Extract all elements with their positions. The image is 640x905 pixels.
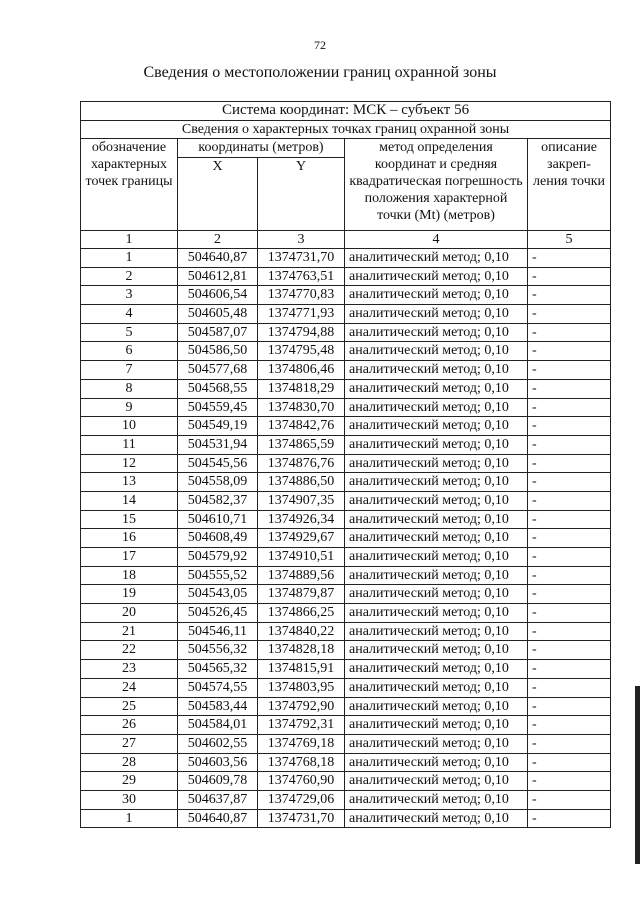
table-row: [81, 379, 611, 398]
table-row: [81, 491, 611, 510]
point-cell: 20: [81, 604, 178, 623]
description-cell: -: [528, 790, 611, 809]
y-cell: 1374763,51: [258, 267, 345, 286]
page-number: 72: [314, 38, 326, 52]
point-cell: 10: [81, 417, 178, 436]
y-cell: 1374771,93: [258, 305, 345, 324]
method-cell: аналитический метод; 0,10: [345, 342, 528, 361]
table-row: [81, 249, 611, 268]
point-cell: 12: [81, 454, 178, 473]
header-method: метод определения координат и средняя квадратическая погрешность положения характерной точки (Mt) (метров): [345, 139, 528, 231]
point-cell: 8: [81, 379, 178, 398]
section-title-cell: Сведения о характерных точках границ охранной зоны: [81, 121, 611, 139]
table-row: [81, 585, 611, 604]
y-cell: 1374803,95: [258, 678, 345, 697]
x-cell: 504603,56: [178, 753, 258, 772]
description-cell: -: [528, 697, 611, 716]
description-cell: -: [528, 379, 611, 398]
point-cell: 14: [81, 491, 178, 510]
method-cell: аналитический метод; 0,10: [345, 491, 528, 510]
method-cell: аналитический метод; 0,10: [345, 398, 528, 417]
y-cell: 1374806,46: [258, 361, 345, 380]
y-cell: 1374929,67: [258, 529, 345, 548]
point-cell: 25: [81, 697, 178, 716]
x-cell: 504587,07: [178, 323, 258, 342]
method-cell: аналитический метод; 0,10: [345, 548, 528, 567]
description-cell: -: [528, 753, 611, 772]
x-cell: 504610,71: [178, 510, 258, 529]
point-cell: 17: [81, 548, 178, 567]
header-coordinates: координаты (метров): [178, 139, 345, 158]
y-cell: 1374794,88: [258, 323, 345, 342]
point-cell: 26: [81, 716, 178, 735]
point-cell: 28: [81, 753, 178, 772]
description-cell: -: [528, 622, 611, 641]
point-cell: 9: [81, 398, 178, 417]
y-cell: 1374815,91: [258, 660, 345, 679]
header-y: Y: [258, 158, 345, 231]
x-cell: 504549,19: [178, 417, 258, 436]
x-cell: 504602,55: [178, 734, 258, 753]
y-cell: 1374842,76: [258, 417, 345, 436]
table-row: [81, 716, 611, 735]
point-cell: 13: [81, 473, 178, 492]
point-cell: 18: [81, 566, 178, 585]
header-description: описание закреп-ления точки: [528, 139, 611, 231]
method-cell: аналитический метод; 0,10: [345, 249, 528, 268]
x-cell: 504531,94: [178, 435, 258, 454]
point-cell: 5: [81, 323, 178, 342]
x-cell: 504608,49: [178, 529, 258, 548]
y-cell: 1374840,22: [258, 622, 345, 641]
y-cell: 1374907,35: [258, 491, 345, 510]
y-cell: 1374792,31: [258, 716, 345, 735]
x-cell: 504555,52: [178, 566, 258, 585]
column-number: 2: [178, 231, 258, 249]
x-cell: 504565,32: [178, 660, 258, 679]
x-cell: 504568,55: [178, 379, 258, 398]
description-cell: -: [528, 641, 611, 660]
table-row: [81, 809, 611, 828]
x-cell: 504546,11: [178, 622, 258, 641]
table-row: [81, 473, 611, 492]
method-cell: аналитический метод; 0,10: [345, 529, 528, 548]
point-cell: 22: [81, 641, 178, 660]
y-cell: 1374768,18: [258, 753, 345, 772]
method-cell: аналитический метод; 0,10: [345, 361, 528, 380]
x-cell: 504545,56: [178, 454, 258, 473]
table-row: [81, 641, 611, 660]
x-cell: 504583,44: [178, 697, 258, 716]
table-row: [81, 286, 611, 305]
description-cell: -: [528, 473, 611, 492]
coordinate-system-cell: Система координат: МСК – субъект 56: [81, 102, 611, 121]
table-row: [81, 790, 611, 809]
description-cell: -: [528, 772, 611, 791]
x-cell: 504582,37: [178, 491, 258, 510]
y-cell: 1374792,90: [258, 697, 345, 716]
x-cell: 504558,09: [178, 473, 258, 492]
method-cell: аналитический метод; 0,10: [345, 660, 528, 679]
table-row: [81, 678, 611, 697]
description-cell: -: [528, 305, 611, 324]
x-cell: 504605,48: [178, 305, 258, 324]
y-cell: 1374910,51: [258, 548, 345, 567]
header-x: X: [178, 158, 258, 231]
description-cell: -: [528, 249, 611, 268]
method-cell: аналитический метод; 0,10: [345, 454, 528, 473]
y-cell: 1374866,25: [258, 604, 345, 623]
table-row: [81, 772, 611, 791]
section-title-row: [81, 121, 611, 139]
table-row: [81, 622, 611, 641]
description-cell: -: [528, 417, 611, 436]
coordinate-system-row: [81, 102, 611, 121]
table-row: [81, 529, 611, 548]
point-cell: 29: [81, 772, 178, 791]
x-cell: 504584,01: [178, 716, 258, 735]
x-cell: 504543,05: [178, 585, 258, 604]
point-cell: 3: [81, 286, 178, 305]
y-cell: 1374770,83: [258, 286, 345, 305]
description-cell: -: [528, 678, 611, 697]
y-cell: 1374830,70: [258, 398, 345, 417]
method-cell: аналитический метод; 0,10: [345, 305, 528, 324]
table-row: [81, 510, 611, 529]
table-row: [81, 342, 611, 361]
y-cell: 1374760,90: [258, 772, 345, 791]
method-cell: аналитический метод; 0,10: [345, 510, 528, 529]
y-cell: 1374729,06: [258, 790, 345, 809]
x-cell: 504612,81: [178, 267, 258, 286]
method-cell: аналитический метод; 0,10: [345, 772, 528, 791]
method-cell: аналитический метод; 0,10: [345, 622, 528, 641]
table-row: [81, 454, 611, 473]
coordinates-table: [80, 101, 611, 828]
point-cell: 19: [81, 585, 178, 604]
table-row: [81, 697, 611, 716]
method-cell: аналитический метод; 0,10: [345, 753, 528, 772]
table-row: [81, 566, 611, 585]
x-cell: 504556,32: [178, 641, 258, 660]
column-number-row: [81, 231, 611, 249]
table-row: [81, 323, 611, 342]
column-number: 1: [81, 231, 178, 249]
x-cell: 504577,68: [178, 361, 258, 380]
y-cell: 1374876,76: [258, 454, 345, 473]
table-row: [81, 734, 611, 753]
point-cell: 16: [81, 529, 178, 548]
method-cell: аналитический метод; 0,10: [345, 641, 528, 660]
description-cell: -: [528, 398, 611, 417]
x-cell: 504579,92: [178, 548, 258, 567]
point-cell: 15: [81, 510, 178, 529]
y-cell: 1374889,56: [258, 566, 345, 585]
x-cell: 504606,54: [178, 286, 258, 305]
x-cell: 504526,45: [178, 604, 258, 623]
description-cell: -: [528, 342, 611, 361]
description-cell: -: [528, 361, 611, 380]
y-cell: 1374731,70: [258, 249, 345, 268]
method-cell: аналитический метод; 0,10: [345, 697, 528, 716]
x-cell: 504640,87: [178, 809, 258, 828]
point-cell: 2: [81, 267, 178, 286]
table-row: [81, 604, 611, 623]
point-cell: 1: [81, 249, 178, 268]
table-row: [81, 267, 611, 286]
method-cell: аналитический метод; 0,10: [345, 267, 528, 286]
method-cell: аналитический метод; 0,10: [345, 286, 528, 305]
method-cell: аналитический метод; 0,10: [345, 473, 528, 492]
description-cell: -: [528, 660, 611, 679]
x-cell: 504574,55: [178, 678, 258, 697]
table-row: [81, 548, 611, 567]
description-cell: -: [528, 267, 611, 286]
description-cell: -: [528, 734, 611, 753]
y-cell: 1374926,34: [258, 510, 345, 529]
point-cell: 24: [81, 678, 178, 697]
y-cell: 1374879,87: [258, 585, 345, 604]
description-cell: -: [528, 454, 611, 473]
table-row: [81, 305, 611, 324]
description-cell: -: [528, 566, 611, 585]
method-cell: аналитический метод; 0,10: [345, 323, 528, 342]
header-row: [81, 139, 611, 158]
x-cell: 504637,87: [178, 790, 258, 809]
y-cell: 1374865,59: [258, 435, 345, 454]
description-cell: -: [528, 716, 611, 735]
method-cell: аналитический метод; 0,10: [345, 435, 528, 454]
method-cell: аналитический метод; 0,10: [345, 379, 528, 398]
column-number: 5: [528, 231, 611, 249]
description-cell: -: [528, 604, 611, 623]
table-row: [81, 361, 611, 380]
x-cell: 504640,87: [178, 249, 258, 268]
method-cell: аналитический метод; 0,10: [345, 716, 528, 735]
point-cell: 1: [81, 809, 178, 828]
point-cell: 27: [81, 734, 178, 753]
column-number: 4: [345, 231, 528, 249]
y-cell: 1374731,70: [258, 809, 345, 828]
page-edge-mark: [635, 686, 640, 864]
x-cell: 504586,50: [178, 342, 258, 361]
table-row: [81, 660, 611, 679]
description-cell: -: [528, 435, 611, 454]
description-cell: -: [528, 286, 611, 305]
description-cell: -: [528, 585, 611, 604]
table-row: [81, 435, 611, 454]
method-cell: аналитический метод; 0,10: [345, 809, 528, 828]
method-cell: аналитический метод; 0,10: [345, 678, 528, 697]
point-cell: 21: [81, 622, 178, 641]
y-cell: 1374769,18: [258, 734, 345, 753]
point-cell: 30: [81, 790, 178, 809]
method-cell: аналитический метод; 0,10: [345, 734, 528, 753]
document-title: Сведения о местоположении границ охранной зоны: [143, 64, 497, 81]
description-cell: -: [528, 491, 611, 510]
x-cell: 504559,45: [178, 398, 258, 417]
description-cell: -: [528, 809, 611, 828]
y-cell: 1374795,48: [258, 342, 345, 361]
table-row: [81, 417, 611, 436]
point-cell: 11: [81, 435, 178, 454]
y-cell: 1374886,50: [258, 473, 345, 492]
method-cell: аналитический метод; 0,10: [345, 604, 528, 623]
point-cell: 23: [81, 660, 178, 679]
x-cell: 504609,78: [178, 772, 258, 791]
y-cell: 1374828,18: [258, 641, 345, 660]
column-number: 3: [258, 231, 345, 249]
y-cell: 1374818,29: [258, 379, 345, 398]
method-cell: аналитический метод; 0,10: [345, 790, 528, 809]
point-cell: 7: [81, 361, 178, 380]
table-row: [81, 398, 611, 417]
method-cell: аналитический метод; 0,10: [345, 585, 528, 604]
method-cell: аналитический метод; 0,10: [345, 566, 528, 585]
description-cell: -: [528, 529, 611, 548]
table-row: [81, 753, 611, 772]
description-cell: -: [528, 548, 611, 567]
point-cell: 6: [81, 342, 178, 361]
method-cell: аналитический метод; 0,10: [345, 417, 528, 436]
header-point-designation: обозначение характерных точек границы: [81, 139, 178, 231]
point-cell: 4: [81, 305, 178, 324]
description-cell: -: [528, 510, 611, 529]
description-cell: -: [528, 323, 611, 342]
